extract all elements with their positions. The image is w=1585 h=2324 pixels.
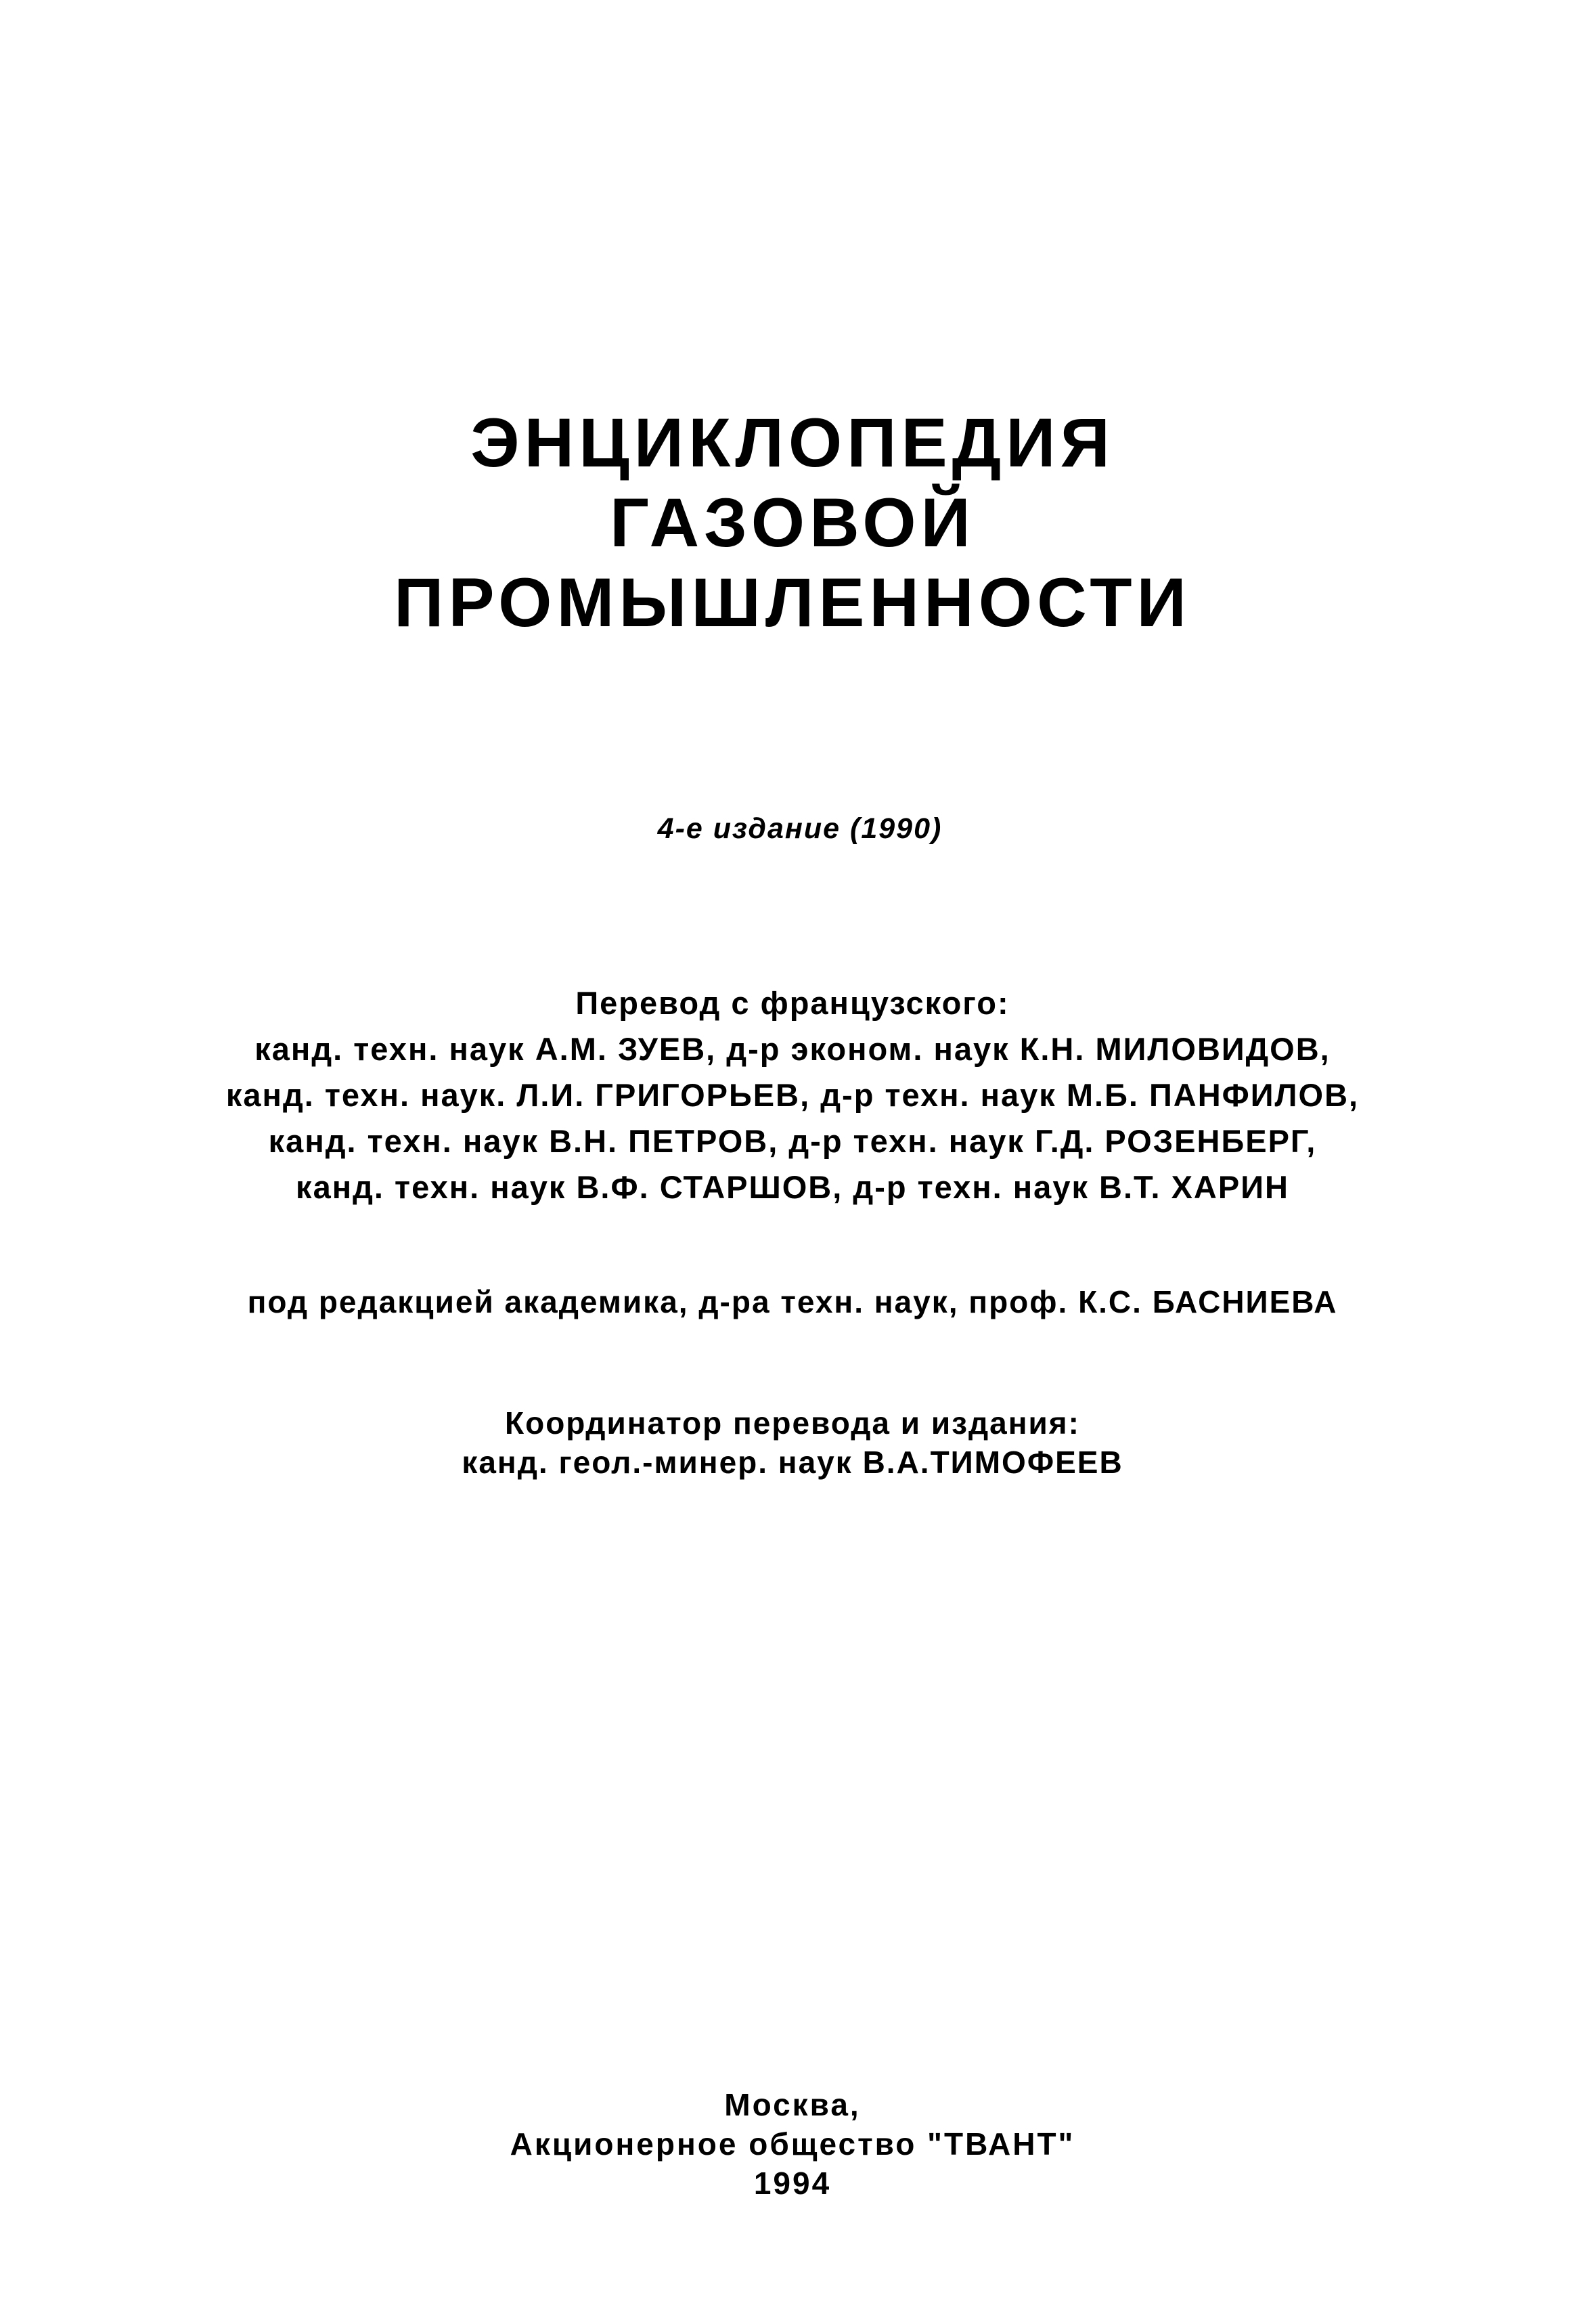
translator-line-3: канд. техн. наук В.Н. ПЕТРОВ, д-р техн. наук Г.Д. РОЗЕНБЕРГ, [268,1123,1317,1159]
translator-line-2: канд. техн. наук. Л.И. ГРИГОРЬЕВ, д-р техн. наук М.Б. ПАНФИЛОВ, [225,1077,1360,1113]
editor-credit: под редакцией академика, д-ра техн. наук, проф. К.С. БАСНИЕВА [247,1284,1338,1319]
title-line-3: ПРОМЫШЛЕННОСТИ [394,564,1191,641]
coordinator-name: канд. геол.-минер. наук В.А.ТИМОФЕЕВ [462,1445,1123,1480]
translator-line-4: канд. техн. наук В.Ф. СТАРШОВ, д-р техн. наук В.Т. ХАРИН [296,1169,1289,1205]
imprint-city: Москва, [724,2087,861,2122]
imprint-year: 1994 [753,2166,832,2201]
imprint [0,2085,1585,2203]
translator-line-1: канд. техн. наук А.М. ЗУЕВ, д-р эконом. наук К.Н. МИЛОВИДОВ, [254,1031,1331,1067]
coordinator-heading: Координатор перевода и издания: [505,1405,1080,1441]
imprint-publisher: Акционерное общество "ТВАНТ" [510,2126,1075,2162]
edition-note: 4-е издание (1990) [657,812,943,845]
title-line-2: ГАЗОВОЙ [610,484,975,561]
translation-credits [0,980,1585,1210]
book-title [0,403,1585,642]
title-line-1: ЭНЦИКЛОПЕДИЯ [470,404,1115,481]
translation-heading: Перевод с французского: [575,985,1010,1021]
coordinator-credit [0,1403,1585,1482]
